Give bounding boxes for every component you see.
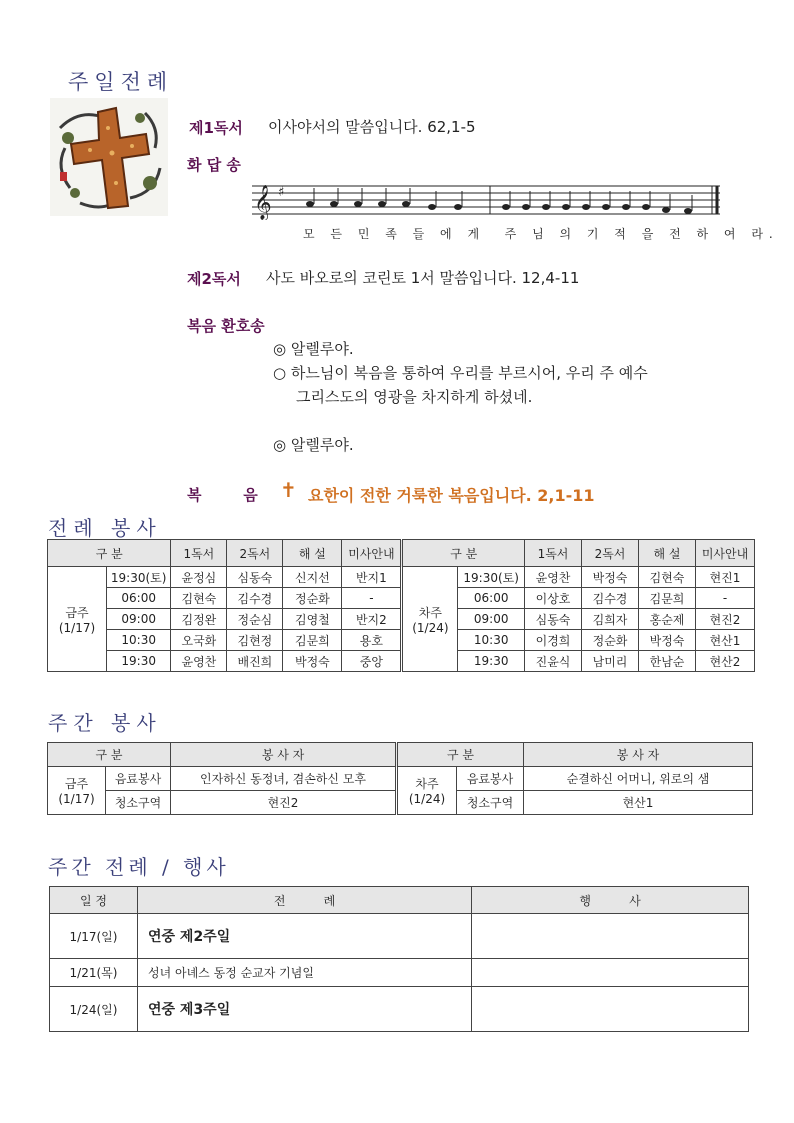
event-date: 1/24(일) [50,987,138,1032]
cross-illustration [50,98,168,216]
reader1-cell: 이경희 [525,630,582,651]
first-reading-label: 제1독서 [189,119,243,137]
alleluia-label: 복음 환호송 [187,317,265,335]
usher-cell: 현산1 [696,630,755,651]
table-row [50,959,749,987]
table-row [48,567,755,588]
table-row [48,767,753,791]
weekly-header-servers-next: 봉 사 자 [524,743,753,767]
week-cell: 금주 (1/17) [48,567,107,672]
week-cell: 금주 (1/17) [48,767,106,815]
usher-cell: 현진1 [696,567,755,588]
event-date: 1/21(목) [50,959,138,987]
second-reading-text: 사도 바오로의 코린토 1서 말씀입니다. 12,4-11 [266,269,580,287]
header-category: 구 분 [48,540,171,567]
reader2-cell: 정순심 [227,609,283,630]
usher-cell: 중앙 [342,651,402,672]
usher-cell: - [342,588,402,609]
treble-clef-icon: 𝄞 [254,185,272,220]
header-commentary-next: 해 설 [639,540,696,567]
reader1-cell: 오국화 [171,630,227,651]
commentator-cell: 홍순제 [639,609,696,630]
weekly-header-category: 구 분 [48,743,171,767]
commentator-cell: 박정숙 [283,651,342,672]
weekly-title: 주간 봉사 [48,711,162,735]
usher-cell: - [696,588,755,609]
usher-cell: 현진2 [696,609,755,630]
header-commentary: 해 설 [283,540,342,567]
time-cell: 06:00 [458,588,525,609]
weekly-table [47,742,753,815]
reader2-cell: 심동숙 [227,567,283,588]
server-cell: 인자하신 동정녀, 겸손하신 모후 [171,767,397,791]
reader1-cell: 김정완 [171,609,227,630]
first-reading-text: 이사야서의 말씀입니다. 62,1-5 [268,118,476,136]
usher-cell: 반지1 [342,567,402,588]
event-liturgy: 연중 제2주일 [138,914,472,959]
header-category-next: 구 분 [402,540,525,567]
reader2-cell: 김수경 [227,588,283,609]
svg-text:♯: ♯ [278,185,285,200]
table-row [48,651,755,672]
commentator-cell: 김영철 [283,609,342,630]
event-activity [472,987,749,1032]
table-row [48,609,755,630]
psalm-lyrics: 모 든 민 족 들 에 게 주 님 의 기 적 을 전 하 여 라. [303,227,779,241]
server-cell: 현진2 [171,791,397,815]
gospel-text: 요한이 전한 거룩한 복음입니다. 2,1-11 [308,486,595,505]
event-liturgy: 성녀 아녜스 동정 순교자 기념일 [138,959,472,987]
cross-icon [50,98,168,216]
reader2-cell: 정순화 [582,630,639,651]
duty-cell: 청소구역 [106,791,171,815]
second-reading-label: 제2독서 [187,270,241,288]
reader1-cell: 김현숙 [171,588,227,609]
commentator-cell: 김문희 [639,588,696,609]
time-cell: 19:30(토) [107,567,171,588]
commentator-cell: 박정숙 [639,630,696,651]
week-cell-next: 차주 (1/24) [402,567,458,672]
header-reading1-next: 1독서 [525,540,582,567]
reader2-cell: 김현정 [227,630,283,651]
alleluia-line2: ○ 하느님이 복음을 통하여 우리를 부르시어, 우리 주 예수 [273,364,648,382]
usher-cell: 현산2 [696,651,755,672]
psalm-label: 화 답 송 [187,156,241,174]
time-cell: 09:00 [458,609,525,630]
event-liturgy: 연중 제3주일 [138,987,472,1032]
reader2-cell: 배진희 [227,651,283,672]
commentator-cell: 한남순 [639,651,696,672]
header-reading2-next: 2독서 [582,540,639,567]
gospel-cross-icon: ✝ [280,478,297,502]
service-title: 전례 봉사 [48,516,162,540]
week-cell-next: 차주 (1/24) [397,767,457,815]
usher-cell: 반지2 [342,609,402,630]
server-cell: 순결하신 어머니, 위로의 샘 [524,767,753,791]
reader2-cell: 김수경 [582,588,639,609]
header-usher-next: 미사안내 [696,540,755,567]
reader2-cell: 김희자 [582,609,639,630]
weekly-header-servers: 봉 사 자 [171,743,397,767]
events-header-liturgy: 전 례 [138,887,472,914]
reader1-cell: 윤영찬 [171,651,227,672]
reader1-cell: 윤영찬 [525,567,582,588]
events-header-date: 일 정 [50,887,138,914]
psalm-staff [250,180,725,220]
header-reading2: 2독서 [227,540,283,567]
weekly-header-category-next: 구 분 [397,743,524,767]
events-title: 주간 전례 / 행사 [48,855,230,879]
table-row [50,914,749,959]
events-table [49,886,749,1032]
duty-cell: 음료봉사 [106,767,171,791]
header-usher: 미사안내 [342,540,402,567]
header-reading1: 1독서 [171,540,227,567]
commentator-cell: 김문희 [283,630,342,651]
commentator-cell: 정순화 [283,588,342,609]
alleluia-line4: ◎ 알렐루야. [273,436,354,454]
time-cell: 10:30 [107,630,171,651]
table-row [48,630,755,651]
event-activity [472,959,749,987]
reader1-cell: 심동숙 [525,609,582,630]
time-cell: 19:30 [458,651,525,672]
time-cell: 19:30(토) [458,567,525,588]
table-row [50,987,749,1032]
service-table [47,539,755,672]
time-cell: 09:00 [107,609,171,630]
liturgy-title: 주일전례 [68,70,174,94]
gospel-label: 복 음 [187,486,258,504]
event-activity [472,914,749,959]
time-cell: 19:30 [107,651,171,672]
time-cell: 06:00 [107,588,171,609]
table-row [48,588,755,609]
reader1-cell: 윤정심 [171,567,227,588]
event-date: 1/17(일) [50,914,138,959]
commentator-cell: 김현숙 [639,567,696,588]
reader1-cell: 진윤식 [525,651,582,672]
reader2-cell: 박정숙 [582,567,639,588]
alleluia-line1: ◎ 알렐루야. [273,340,354,358]
duty-cell: 청소구역 [457,791,524,815]
alleluia-line3: 그리스도의 영광을 차지하게 하셨네. [296,388,533,406]
reader1-cell: 이상호 [525,588,582,609]
usher-cell: 용호 [342,630,402,651]
time-cell: 10:30 [458,630,525,651]
reader2-cell: 남미리 [582,651,639,672]
events-header-event: 행 사 [472,887,749,914]
duty-cell: 음료봉사 [457,767,524,791]
commentator-cell: 신지선 [283,567,342,588]
server-cell: 현산1 [524,791,753,815]
